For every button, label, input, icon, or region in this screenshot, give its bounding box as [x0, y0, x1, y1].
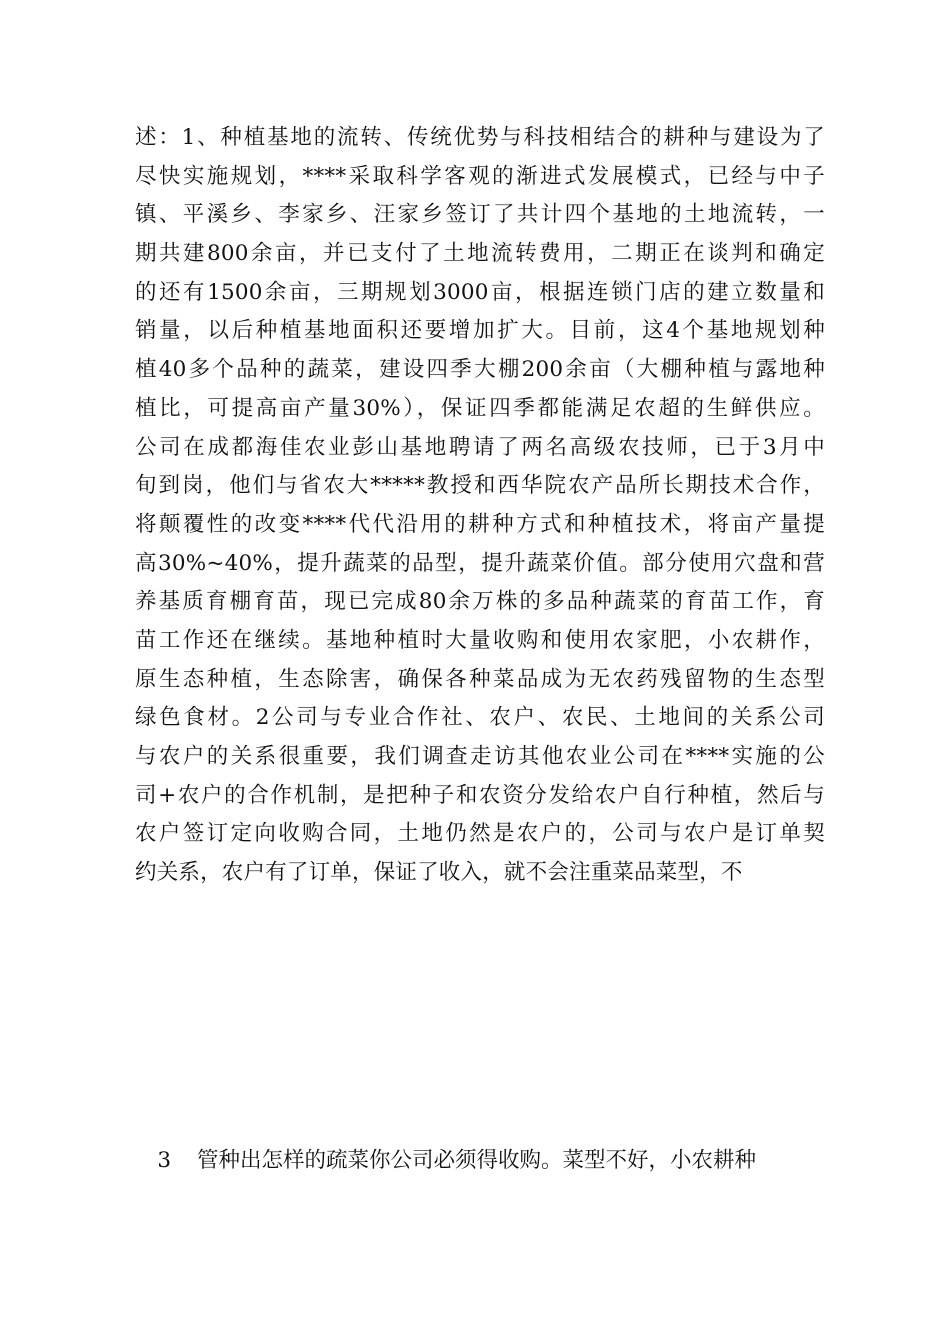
text-line: 期共建800余亩，并已支付了土地流转费用，二期正在谈判和确定: [135, 241, 825, 267]
text-line: 镇、平溪乡、李家乡、汪家乡签订了共计四个基地的土地流转，一: [135, 202, 825, 228]
text-line: 苗工作还在继续。基地种植时大量收购和使用农家肥，小农耕作，: [135, 627, 825, 653]
text-line: 旬到岗，他们与省农大*****教授和西华院农产品所长期技术合作，: [135, 473, 825, 499]
text-line: 司+农户的合作机制，是把种子和农资分发给农户自行种植，然后与: [135, 782, 825, 808]
text-line: 养基质育棚育苗，现已完成80余万株的多品种蔬菜的育苗工作，育: [135, 589, 825, 615]
text-line: 销量，以后种植基地面积还要增加扩大。目前，这4个基地规划种: [135, 318, 825, 344]
text-line: 尽快实施规划，****采取科学客观的渐进式发展模式，已经与中子: [135, 163, 825, 189]
text-line: 与农户的关系很重要，我们调查走访其他农业公司在****实施的公: [135, 744, 825, 769]
text-line: 述：1、种植基地的流转、传统优势与科技相结合的耕种与建设为了: [135, 125, 825, 150]
body-text: [135, 119, 825, 893]
page-number: 3: [157, 1148, 171, 1173]
text-line: 植比，可提高亩产量30%），保证四季都能满足农超的生鲜供应。: [135, 395, 825, 421]
text-line: 农户签订定向收购合同，土地仍然是农户的，公司与农户是订单契: [135, 821, 825, 847]
text-line: 的还有1500余亩，三期规划3000亩，根据连锁门店的建立数量和: [135, 279, 825, 305]
text-line: 绿色食材。2公司与专业合作社、农户、农民、土地间的关系公司: [135, 705, 825, 731]
text-line: 公司在成都海佳农业彭山基地聘请了两名高级农技师，已于3月中: [135, 434, 825, 460]
footer-text: 管种出怎样的疏菜你公司必须得收购。菜型不好，小农耕种: [197, 1148, 757, 1173]
text-line: 将颠覆性的改变****代代沿用的耕种方式和种植技术，将亩产量提: [135, 511, 825, 537]
text-line: 高30%~40%，提升蔬菜的品型，提升蔬菜价值。部分使用穴盘和营: [135, 550, 825, 576]
page-footer: [135, 1141, 825, 1181]
text-line: 约关系，农户有了订单，保证了收入，就不会注重菜品菜型，不: [135, 860, 743, 886]
text-line: 原生态种植，生态除害，确保各种菜品成为无农药残留物的生态型: [135, 666, 825, 692]
text-line: 植40多个品种的蔬菜，建设四季大棚200余亩（大棚种植与露地种: [135, 357, 825, 383]
